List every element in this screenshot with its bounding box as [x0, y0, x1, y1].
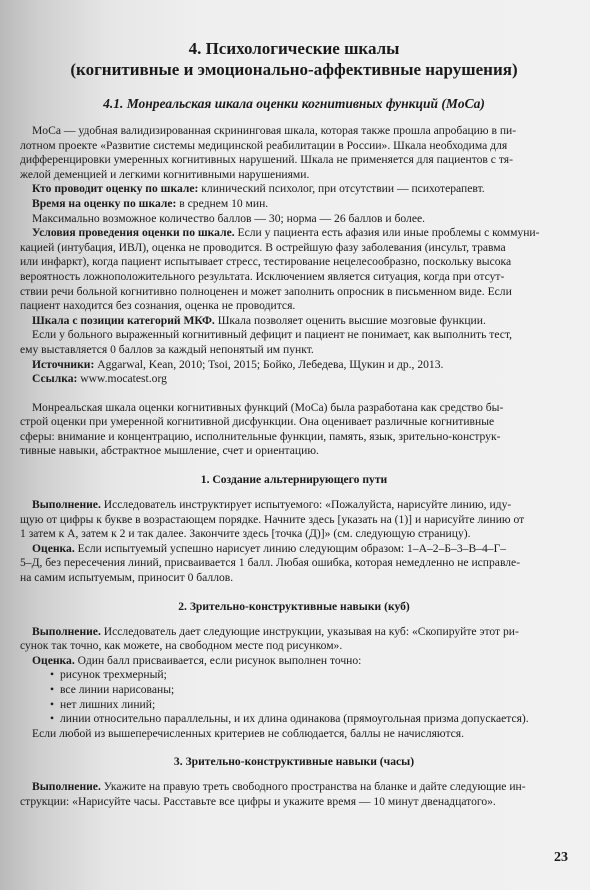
item-1-score: [20, 542, 568, 557]
score-label: Оценка.: [32, 653, 75, 667]
description-line: тивные навыки, абстрактное мышление, счет и ориентацию.: [20, 444, 319, 458]
bullet-text: нет лишних линий;: [60, 697, 156, 711]
item-2-after: Если любой из вышеперечисленных критериев не соблюдается, баллы не начисляются.: [32, 726, 465, 740]
sources-label: Источники:: [32, 357, 95, 371]
content: [20, 38, 568, 810]
conditions-line: кацией (интубация, ИВЛ), оценка не проводится. В острейшую фазу заболевания (инсульт, травма: [20, 240, 506, 254]
bullet-icon: •: [50, 668, 55, 682]
item-2-instruction: [20, 625, 568, 640]
time-line: [20, 197, 568, 212]
item-1-title: 1. Создание альтернирующего пути: [200, 473, 388, 487]
spacer: [20, 387, 568, 401]
intro-line: MoCa — удобная валидизированная скрининговая шкала, которая также прошла апробацию в пи-: [32, 124, 517, 137]
intro-line: дифференцировки умеренных когнитивных нарушений. Шкала не применяется для пациентов с тя-: [20, 153, 513, 167]
conditions-line: или инфаркт), когда пациент испытывает стресс, тестирование нецелесообразно, поскольку высока: [20, 255, 512, 269]
bullet-text: все линии нарисованы;: [60, 683, 175, 696]
item-1-score-line: 5–Д, без пересечения линий, присваивается 1 балл. Любая ошибка, которая немедленно не исправле-: [20, 556, 521, 570]
conditions-label: Условия проведения оценки по шкале.: [32, 226, 235, 240]
sources-text: Aggarwal, Kean, 2010; Tsoi, 2015; Бойко, Лебедева, Щукин и др., 2013.: [94, 357, 444, 371]
icf-line: [20, 314, 568, 329]
bullet-item: [20, 698, 568, 713]
instruction-label: Выполнение.: [32, 498, 101, 512]
time-label: Время на оценку по шкале:: [32, 196, 177, 210]
item-1-score-line: на самим испытуемым, приносит 0 баллов.: [20, 571, 234, 585]
link-line: [20, 372, 568, 387]
description-line: строй оценки при умеренной когнитивной дисфункции. Она оценивает различные когнитивные: [20, 415, 495, 429]
conditions-line: ствии речи больной когнитивно полноценен и может заполнить опросник в письменном виде. Если: [20, 284, 512, 298]
note-line: ему выставляется 0 баллов за каждый непонятый им пункт.: [20, 342, 314, 356]
item-3-title: 3. Зрительно-конструктивные навыки (часы): [173, 755, 415, 769]
item-1-instruction-line: щую от цифры к букве в возрастающем порядке. Начните здесь [указать на (1)] и нарисуйте линию от: [20, 512, 525, 526]
instruction-label: Выполнение.: [32, 624, 101, 638]
bullet-icon: •: [50, 697, 55, 711]
conditions-line: пациент находится без сознания, оценка не проводится.: [20, 299, 296, 313]
instruction-text: Укажите на правую треть свободного пространства на бланке и дайте следующие ин-: [100, 780, 526, 794]
item-2-title: 2. Зрительно-конструктивные навыки (куб): [178, 599, 410, 613]
conditions-text: Если у пациента есть афазия или иные проблемы с коммуни-: [234, 226, 540, 240]
item-3-instruction-line: струкции: «Нарисуйте часы. Расставьте все цифры и укажите время — 10 минут двенадцатого».: [20, 794, 496, 808]
who-text: клинический психолог, при отсутствии — психотерапевт.: [198, 182, 485, 196]
bullet-item: [20, 712, 568, 727]
item-1-instruction: [20, 498, 568, 513]
max-line: Максимально возможное количество баллов — 30; норма — 26 баллов и более.: [32, 211, 426, 225]
description-line: Монреальская шкала оценки когнитивных функций (MoCa) была разработана как средство бы-: [32, 400, 504, 414]
item-1-instruction-line: 1 затем к А, затем к 2 и так далее. Закончите здесь [точка (Д)]» (см. следующую страницу).: [20, 527, 471, 541]
note-line: Если у больного выраженный когнитивный дефицит и пациент не понимает, как выполнить тест,: [32, 328, 513, 342]
instruction-text: Исследователь дает следующие инструкции, указывая на куб: «Скопируйте этот ри-: [100, 624, 519, 638]
item-2-instruction-line: сунок так точно, как можете, на свободном месте под рисунком».: [20, 639, 343, 653]
bullet-icon: •: [50, 683, 55, 696]
bullet-item: [20, 668, 568, 683]
item-2-score: [20, 654, 568, 669]
score-text: Если испытуемый успешно нарисует линию следующим образом: 1–А–2–Б–3–В–4–Г–: [74, 541, 507, 555]
page-number: 23: [554, 850, 568, 865]
bullet-text: линии относительно параллельны, и их длина одинакова (прямоугольная призма допускается).: [60, 712, 529, 726]
icf-text: Шкала позволяет оценить высшие мозговые функции.: [214, 313, 486, 327]
instruction-label: Выполнение.: [32, 780, 101, 794]
icf-label: Шкала с позиции категорий МКФ.: [32, 313, 215, 327]
bullet-item: [20, 683, 568, 698]
conditions-line: вероятность ложноположительного результата. Исключением является ситуация, когда при отсут-: [20, 269, 505, 283]
section-title: 4.1. Монреальская шкала оценки когнитивных функций (MoCa): [103, 96, 485, 111]
conditions-line: [20, 226, 568, 241]
who-line: [20, 182, 568, 197]
link-text: www.mocatest.org: [77, 372, 167, 386]
time-text: в среднем 10 мин.: [176, 196, 269, 210]
bullet-text: рисунок трехмерный;: [60, 668, 167, 682]
sources-line: [20, 358, 568, 373]
link-label: Ссылка:: [32, 372, 78, 386]
instruction-text: Исследователь инструктирует испытуемого: «Пожалуйста, нарисуйте линию, иду-: [100, 498, 512, 512]
item-3-instruction: [20, 780, 568, 795]
bullet-icon: •: [50, 712, 55, 726]
chapter-title-line1: 4. Психологические шкалы: [188, 39, 400, 58]
intro-line: желой деменцией и легкими когнитивными нарушениями.: [20, 167, 310, 181]
chapter-title-line2: (когнитивные и эмоционально-аффективные нарушения): [70, 60, 518, 79]
intro-line: лотном проекте «Развитие системы медицинской реабилитации в России». Шкала необходима для: [20, 138, 508, 152]
who-label: Кто проводит оценку по шкале:: [32, 182, 199, 196]
description-line: сферы: внимание и концентрацию, исполнительные функции, память, язык, зрительно-конструк-: [20, 429, 501, 443]
score-label: Оценка.: [32, 541, 75, 555]
score-text: Один балл присваивается, если рисунок выполнен точно:: [74, 653, 362, 667]
